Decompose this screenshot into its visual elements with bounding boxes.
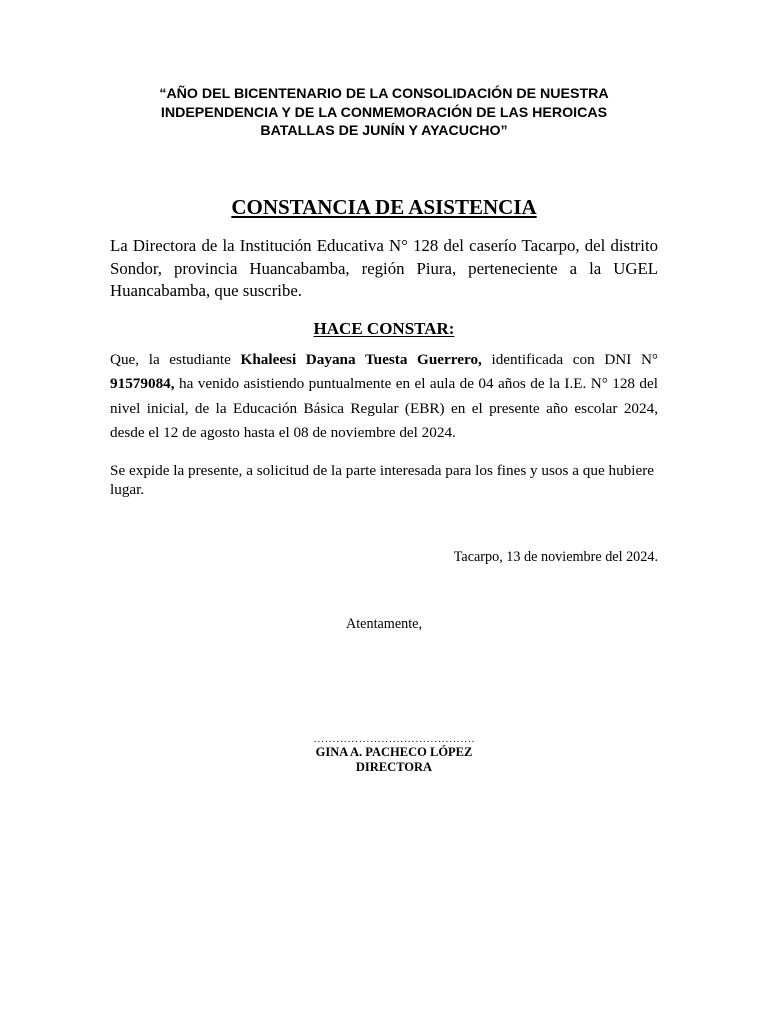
body-part-2: identificada con DNI N°: [481, 351, 658, 368]
student-dni: 91579084,: [110, 375, 175, 393]
motto-line-3: BATALLAS DE JUNÍN Y AYACUCHO”: [260, 123, 508, 139]
body-part-1: Que, la estudiante: [110, 351, 241, 368]
place-and-date: Tacarpo, 13 de noviembre del 2024.: [453, 549, 658, 565]
closing-regards: Atentamente,: [345, 616, 423, 632]
student-name: Khaleesi Dayana Tuesta Guerrero,: [240, 351, 482, 368]
body-part-3: ha venido asistiendo puntualmente en el aula de 04 años de la I.E. N° 128 del nivel inicial, de la Educación Básica Regular (EBR) en el presente año escolar 2024, desde el 12 de agosto hasta el 08 de noviembre del 2024.: [110, 375, 658, 441]
signer-name: GINA A. PACHECO LÓPEZ: [315, 745, 473, 759]
intro-paragraph: La Directora de la Institución Educativa N° 128 del caserío Tacarpo, del distrito Sondor, provincia Huancabamba, región Piura, perteneciente a la UGEL Huancabamba, que suscribe.: [110, 236, 658, 300]
signature-line: …………………………………….: [313, 733, 475, 745]
motto-line-2: INDEPENDENCIA Y DE LA CONMEMORACIÓN DE LAS HEROICAS: [160, 104, 608, 121]
signer-role: DIRECTORA: [355, 760, 433, 774]
document-title: CONSTANCIA DE ASISTENCIA: [231, 195, 537, 219]
motto-line-1: “AÑO DEL BICENTENARIO DE LA CONSOLIDACIÓN DE NUESTRA: [159, 86, 609, 102]
issuance-paragraph: Se expide la presente, a solicitud de la parte interesada para los fines y usos a que hubiere lugar.: [110, 462, 655, 498]
certification-paragraph: [110, 348, 658, 445]
signature-block: [244, 733, 544, 775]
hace-constar-heading: HACE CONSTAR:: [313, 319, 455, 338]
year-motto: [110, 85, 658, 141]
